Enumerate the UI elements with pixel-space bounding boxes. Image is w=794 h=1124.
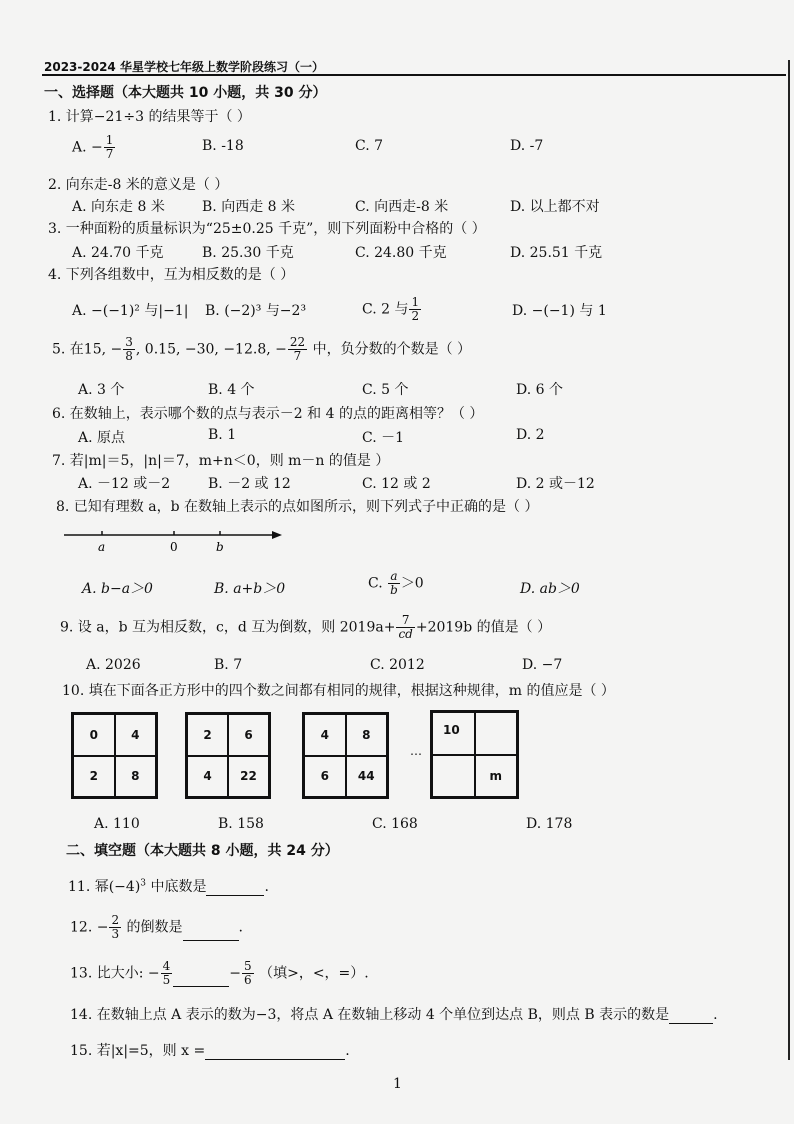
square-4-cell xyxy=(432,755,475,798)
q8-option-b: B. a+b＞0 xyxy=(214,581,286,597)
label-0: 0 xyxy=(170,540,178,554)
square-2-cell: 22 xyxy=(228,756,269,798)
q2-option-a: A. 向东走 8 米 xyxy=(72,199,165,215)
q9-fraction: $\frac{7}{cd}$ xyxy=(398,613,413,641)
question-9: 9. 设 a，b 互为相反数，c，d 互为倒数，则 2019a+ $\frac{7}{cd}$ +2019b 的值是（ ） xyxy=(60,613,552,641)
q9-option-b: B. 7 xyxy=(214,657,243,673)
page-header: 2023-2024 华星学校七年级上数学阶段练习（一） xyxy=(44,60,324,74)
square-1-cell: 2 xyxy=(73,756,115,798)
q10-option-c: C. 168 xyxy=(372,816,418,832)
square-3-cell: 6 xyxy=(304,756,346,798)
section-2-title: 二、填空题（本大题共 8 小题，共 24 分） xyxy=(66,843,339,859)
q8-option-c: C. $\frac{a}{b}$ ＞0 xyxy=(368,569,424,597)
square-1-cell: 8 xyxy=(115,756,157,798)
q4-option-c: C. 2 与 $\frac{1}{2}$ xyxy=(362,295,420,323)
q1-option-a: A. − $\frac{1}{7}$ xyxy=(72,133,114,161)
q1-option-b: B. -18 xyxy=(202,138,244,154)
question-8: 8. 已知有理数 a，b 在数轴上表示的点如图所示，则下列式子中正确的是（ ） xyxy=(56,499,539,515)
q8-option-a: A. b−a＞0 xyxy=(82,581,153,597)
q1-option-c: C. 7 xyxy=(355,138,384,154)
square-3-cell: 8 xyxy=(346,714,388,756)
q3-option-d: D. 25.51 千克 xyxy=(510,245,603,261)
question-1: 1. 计算−21÷3 的结果等于（ ） xyxy=(48,109,251,125)
square-2-cell: 6 xyxy=(228,714,269,756)
ellipsis: … xyxy=(410,744,422,758)
square-4-cell: m xyxy=(475,755,518,798)
question-15: 15. 若|x|=5，则 x = . xyxy=(70,1043,350,1059)
q8-c-fraction: $\frac{a}{b}$ xyxy=(390,569,398,597)
square-3-cell: 44 xyxy=(346,756,388,798)
question-7: 7. 若|m|＝5，|n|＝7，m+n＜0，则 m－n 的值是 ） xyxy=(52,453,390,469)
right-margin-line xyxy=(788,60,790,1060)
q7-option-a: A. －12 或－2 xyxy=(78,476,171,492)
q4-option-a: A. −(−1)² 与|−1| xyxy=(72,303,189,319)
label-a: a xyxy=(98,540,106,554)
q7-option-b: B. －2 或 12 xyxy=(208,476,291,492)
q6-option-a: A. 原点 xyxy=(78,430,126,446)
q7-option-c: C. 12 或 2 xyxy=(362,476,431,492)
number-line-arrow xyxy=(272,531,282,539)
question-2: 2. 向东走-8 米的意义是（ ） xyxy=(48,177,229,193)
square-2-cell: 2 xyxy=(187,714,228,756)
question-14: 14. 在数轴上点 A 表示的数为−3，将点 A 在数轴上移动 4 个单位到达点 B，则点 B 表示的数是 . xyxy=(70,1007,718,1023)
q7-option-d: D. 2 或－12 xyxy=(516,476,595,492)
q14-answer-blank[interactable] xyxy=(669,1009,713,1024)
question-3: 3. 一种面粉的质量标识为“25±0.25 千克”，则下列面粉中合格的（ ） xyxy=(48,221,486,237)
square-2-cell: 4 xyxy=(187,756,228,798)
section-1-title: 一、选择题（本大题共 10 小题，共 30 分） xyxy=(44,85,327,101)
q10-option-b: B. 158 xyxy=(218,816,264,832)
q2-option-b: B. 向西走 8 米 xyxy=(202,199,295,215)
q15-answer-blank[interactable] xyxy=(205,1045,345,1060)
question-4: 4. 下列各组数中，互为相反数的是（ ） xyxy=(48,267,295,283)
q12-fraction: $\frac{2}{3}$ xyxy=(111,913,120,941)
number-line xyxy=(60,525,290,555)
q12-answer-blank[interactable] xyxy=(183,926,239,941)
q10-option-a: A. 110 xyxy=(94,816,140,832)
q13-fraction-2: $\frac{5}{6}$ xyxy=(244,959,252,987)
q2-option-d: D. 以上都不对 xyxy=(510,199,600,215)
q13-fraction-1: $\frac{4}{5}$ xyxy=(162,959,171,987)
question-11: 11. 幂$(-4)^3$ 中底数是 . xyxy=(68,878,269,895)
question-5: 5. 在15, − $\frac{3}{8}$ , 0.15, −30, −12.8, − $\frac{22}{7}$ 中，负分数的个数是（ ） xyxy=(52,335,472,363)
q3-option-c: C. 24.80 千克 xyxy=(355,245,447,261)
question-12: 12. − $\frac{2}{3}$ 的倒数是 . xyxy=(70,913,243,941)
q5-fraction-2: $\frac{22}{7}$ xyxy=(289,335,306,363)
q4-option-d: D. −(−1) 与 1 xyxy=(512,303,607,319)
question-6: 6. 在数轴上，表示哪个数的点与表示－2 和 4 的点的距离相等？（ ） xyxy=(52,406,484,422)
q4-option-b: B. (−2)³ 与−2³ xyxy=(205,303,307,319)
q8-option-d: D. ab＞0 xyxy=(520,581,580,597)
q10-option-d: D. 178 xyxy=(526,816,573,832)
q6-option-d: D. 2 xyxy=(516,427,545,443)
q11-answer-blank[interactable] xyxy=(206,881,264,896)
q9-option-a: A. 2026 xyxy=(86,657,141,673)
q5-option-b: B. 4 个 xyxy=(208,382,255,398)
q13-answer-blank[interactable] xyxy=(173,972,229,987)
square-3 xyxy=(302,712,389,799)
q9-option-d: D. −7 xyxy=(522,657,563,673)
q5-fraction-1: $\frac{3}{8}$ xyxy=(125,335,133,363)
square-3-cell: 4 xyxy=(304,714,346,756)
q5-option-a: A. 3 个 xyxy=(78,382,125,398)
q1-a-fraction: $\frac{1}{7}$ xyxy=(105,133,114,161)
q3-option-a: A. 24.70 千克 xyxy=(72,245,164,261)
q5-option-c: C. 5 个 xyxy=(362,382,409,398)
question-13: 13. 比大小: − $\frac{4}{5}$ − $\frac{5}{6}$ （填>，<，=）. xyxy=(70,959,369,987)
q3-option-b: B. 25.30 千克 xyxy=(202,245,294,261)
square-1-cell: 0 xyxy=(73,714,115,756)
square-1-cell: 4 xyxy=(115,714,157,756)
square-4-cell xyxy=(475,712,518,755)
q6-option-b: B. 1 xyxy=(208,427,237,443)
q5-option-d: D. 6 个 xyxy=(516,382,563,398)
q1-option-d: D. -7 xyxy=(510,138,544,154)
q6-option-c: C. －1 xyxy=(362,430,405,446)
q2-option-c: C. 向西走-8 米 xyxy=(355,199,449,215)
square-4-cell: 10 xyxy=(432,712,475,755)
q9-option-c: C. 2012 xyxy=(370,657,425,673)
header-rule xyxy=(42,74,786,76)
square-2 xyxy=(185,712,271,799)
question-10: 10. 填在下面各正方形中的四个数之间都有相同的规律，根据这种规律，m 的值应是（ ） xyxy=(62,683,615,699)
square-4 xyxy=(430,710,519,799)
page-number: 1 xyxy=(393,1076,402,1092)
q4-c-fraction: $\frac{1}{2}$ xyxy=(411,295,420,323)
label-b: b xyxy=(216,540,224,554)
square-1 xyxy=(71,712,158,799)
